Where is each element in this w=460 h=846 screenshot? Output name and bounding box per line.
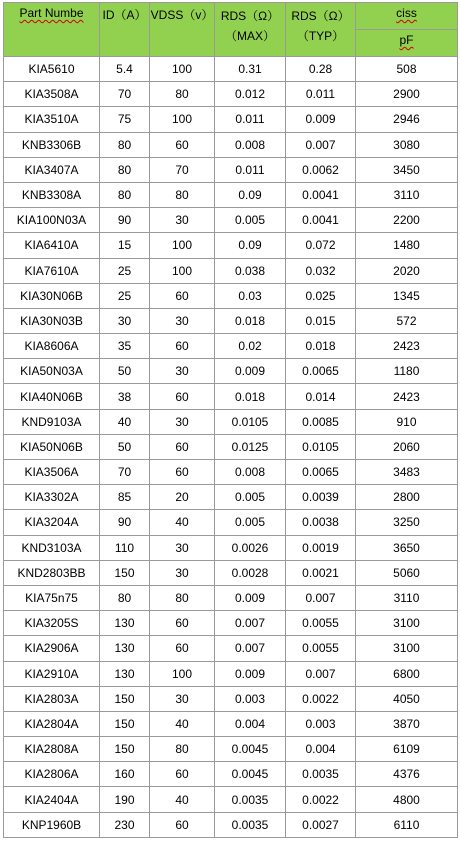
cell-rds-typ: 0.0065 xyxy=(286,460,356,485)
cell-id: 50 xyxy=(100,359,150,384)
cell-rds-typ: 0.011 xyxy=(286,82,356,107)
header-ciss-unit xyxy=(356,30,458,57)
table-row xyxy=(4,434,458,459)
table-row xyxy=(4,535,458,560)
cell-ciss: 508 xyxy=(356,57,458,82)
cell-id: 35 xyxy=(100,334,150,359)
cell-part-number: KNB3306B xyxy=(4,132,100,157)
cell-vdss: 30 xyxy=(150,409,215,434)
cell-part-number: KIA3407A xyxy=(4,157,100,182)
cell-rds-typ: 0.0019 xyxy=(286,535,356,560)
cell-rds-max: 0.0035 xyxy=(215,812,286,837)
cell-rds-max: 0.03 xyxy=(215,283,286,308)
header-part-number-label: Part Numbe xyxy=(19,6,84,20)
table-row xyxy=(4,107,458,132)
cell-part-number: KIA40N06B xyxy=(4,384,100,409)
cell-id: 150 xyxy=(100,560,150,585)
table-row xyxy=(4,560,458,585)
table-row xyxy=(4,787,458,812)
cell-vdss: 20 xyxy=(150,485,215,510)
cell-vdss: 60 xyxy=(150,132,215,157)
cell-rds-typ: 0.0021 xyxy=(286,560,356,585)
cell-id: 150 xyxy=(100,737,150,762)
cell-part-number: KIA50N06B xyxy=(4,434,100,459)
cell-rds-typ: 0.0035 xyxy=(286,762,356,787)
cell-ciss: 1480 xyxy=(356,233,458,258)
cell-ciss: 4050 xyxy=(356,686,458,711)
cell-ciss: 2423 xyxy=(356,334,458,359)
cell-id: 5.4 xyxy=(100,57,150,82)
cell-id: 130 xyxy=(100,636,150,661)
cell-rds-typ: 0.0022 xyxy=(286,686,356,711)
cell-part-number: KIA3508A xyxy=(4,82,100,107)
table-row xyxy=(4,686,458,711)
cell-part-number: KIA8606A xyxy=(4,334,100,359)
cell-rds-max: 0.007 xyxy=(215,636,286,661)
cell-ciss: 3483 xyxy=(356,460,458,485)
header-rds-typ xyxy=(286,3,356,57)
table-row xyxy=(4,737,458,762)
cell-id: 80 xyxy=(100,585,150,610)
cell-ciss: 2800 xyxy=(356,485,458,510)
cell-ciss: 3450 xyxy=(356,157,458,182)
header-rds-typ-line1: RDS（Ω） xyxy=(291,9,350,23)
cell-part-number: KIA6410A xyxy=(4,233,100,258)
cell-id: 15 xyxy=(100,233,150,258)
table-row xyxy=(4,510,458,535)
table-row xyxy=(4,283,458,308)
header-rds-max-line2: （MAX） xyxy=(224,29,275,43)
cell-part-number: KIA3506A xyxy=(4,460,100,485)
cell-part-number: KIA30N03B xyxy=(4,308,100,333)
mosfet-spec-table xyxy=(3,2,458,838)
cell-ciss: 3080 xyxy=(356,132,458,157)
cell-part-number: KIA3510A xyxy=(4,107,100,132)
table-row xyxy=(4,233,458,258)
cell-rds-typ: 0.004 xyxy=(286,737,356,762)
cell-rds-max: 0.018 xyxy=(215,384,286,409)
cell-vdss: 60 xyxy=(150,434,215,459)
cell-id: 80 xyxy=(100,132,150,157)
cell-vdss: 30 xyxy=(150,560,215,585)
cell-rds-typ: 0.007 xyxy=(286,132,356,157)
cell-part-number: KIA100N03A xyxy=(4,208,100,233)
cell-id: 90 xyxy=(100,208,150,233)
table-row xyxy=(4,711,458,736)
table-header xyxy=(4,3,458,57)
header-part-number xyxy=(4,3,100,57)
cell-rds-max: 0.0105 xyxy=(215,409,286,434)
cell-part-number: KIA2804A xyxy=(4,711,100,736)
cell-part-number: KIA3204A xyxy=(4,510,100,535)
cell-part-number: KIA7610A xyxy=(4,258,100,283)
cell-ciss: 3100 xyxy=(356,611,458,636)
cell-ciss: 3100 xyxy=(356,636,458,661)
cell-rds-max: 0.011 xyxy=(215,157,286,182)
cell-vdss: 100 xyxy=(150,233,215,258)
cell-rds-max: 0.09 xyxy=(215,233,286,258)
table-row xyxy=(4,812,458,837)
cell-ciss: 1345 xyxy=(356,283,458,308)
cell-rds-typ: 0.018 xyxy=(286,334,356,359)
cell-rds-max: 0.012 xyxy=(215,82,286,107)
cell-rds-typ: 0.0038 xyxy=(286,510,356,535)
cell-ciss: 2900 xyxy=(356,82,458,107)
cell-part-number: KIA3302A xyxy=(4,485,100,510)
cell-id: 80 xyxy=(100,157,150,182)
cell-rds-max: 0.005 xyxy=(215,485,286,510)
cell-part-number: KIA2906A xyxy=(4,636,100,661)
cell-vdss: 40 xyxy=(150,510,215,535)
cell-vdss: 60 xyxy=(150,611,215,636)
cell-ciss: 3870 xyxy=(356,711,458,736)
table-row xyxy=(4,82,458,107)
table-row xyxy=(4,384,458,409)
cell-rds-max: 0.008 xyxy=(215,460,286,485)
cell-vdss: 100 xyxy=(150,661,215,686)
cell-id: 110 xyxy=(100,535,150,560)
table-row xyxy=(4,208,458,233)
cell-rds-max: 0.31 xyxy=(215,57,286,82)
cell-vdss: 40 xyxy=(150,787,215,812)
cell-rds-typ: 0.014 xyxy=(286,384,356,409)
cell-ciss: 2423 xyxy=(356,384,458,409)
table-row xyxy=(4,762,458,787)
cell-part-number: KIA2806A xyxy=(4,762,100,787)
cell-rds-max: 0.0125 xyxy=(215,434,286,459)
table-row xyxy=(4,57,458,82)
cell-rds-max: 0.009 xyxy=(215,359,286,384)
cell-rds-max: 0.018 xyxy=(215,308,286,333)
cell-id: 150 xyxy=(100,686,150,711)
cell-vdss: 40 xyxy=(150,711,215,736)
cell-ciss: 3110 xyxy=(356,182,458,207)
cell-rds-max: 0.011 xyxy=(215,107,286,132)
cell-id: 230 xyxy=(100,812,150,837)
cell-rds-typ: 0.0022 xyxy=(286,787,356,812)
cell-rds-max: 0.005 xyxy=(215,208,286,233)
cell-ciss: 5060 xyxy=(356,560,458,585)
cell-rds-typ: 0.072 xyxy=(286,233,356,258)
cell-rds-typ: 0.28 xyxy=(286,57,356,82)
cell-id: 30 xyxy=(100,308,150,333)
cell-id: 150 xyxy=(100,711,150,736)
cell-ciss: 6800 xyxy=(356,661,458,686)
cell-ciss: 2946 xyxy=(356,107,458,132)
header-ciss-label: ciss xyxy=(396,6,417,20)
cell-vdss: 100 xyxy=(150,107,215,132)
cell-id: 90 xyxy=(100,510,150,535)
cell-rds-max: 0.0026 xyxy=(215,535,286,560)
cell-id: 38 xyxy=(100,384,150,409)
cell-vdss: 100 xyxy=(150,57,215,82)
cell-ciss: 6110 xyxy=(356,812,458,837)
cell-vdss: 30 xyxy=(150,308,215,333)
cell-part-number: KIA2808A xyxy=(4,737,100,762)
cell-rds-typ: 0.0085 xyxy=(286,409,356,434)
header-ciss xyxy=(356,3,458,30)
cell-part-number: KIA50N03A xyxy=(4,359,100,384)
cell-part-number: KIA2910A xyxy=(4,661,100,686)
cell-vdss: 80 xyxy=(150,82,215,107)
cell-rds-typ: 0.0065 xyxy=(286,359,356,384)
cell-rds-max: 0.0045 xyxy=(215,762,286,787)
cell-ciss: 3250 xyxy=(356,510,458,535)
cell-rds-typ: 0.032 xyxy=(286,258,356,283)
cell-rds-typ: 0.003 xyxy=(286,711,356,736)
table-row xyxy=(4,157,458,182)
cell-rds-typ: 0.0055 xyxy=(286,636,356,661)
cell-rds-typ: 0.0041 xyxy=(286,182,356,207)
cell-ciss: 3650 xyxy=(356,535,458,560)
table-body xyxy=(4,57,458,838)
cell-rds-max: 0.038 xyxy=(215,258,286,283)
header-ciss-unit-label: pF xyxy=(399,33,414,47)
cell-vdss: 30 xyxy=(150,359,215,384)
cell-id: 160 xyxy=(100,762,150,787)
cell-rds-typ: 0.0041 xyxy=(286,208,356,233)
cell-rds-max: 0.0035 xyxy=(215,787,286,812)
cell-rds-max: 0.003 xyxy=(215,686,286,711)
cell-id: 130 xyxy=(100,611,150,636)
table-row xyxy=(4,359,458,384)
header-rds-typ-line2: （TYP） xyxy=(296,29,345,43)
cell-ciss: 6109 xyxy=(356,737,458,762)
table-row xyxy=(4,460,458,485)
cell-id: 75 xyxy=(100,107,150,132)
cell-id: 25 xyxy=(100,258,150,283)
cell-rds-max: 0.0045 xyxy=(215,737,286,762)
cell-rds-typ: 0.0055 xyxy=(286,611,356,636)
table-row xyxy=(4,661,458,686)
cell-ciss: 910 xyxy=(356,409,458,434)
cell-rds-max: 0.0028 xyxy=(215,560,286,585)
table-row xyxy=(4,334,458,359)
cell-rds-max: 0.004 xyxy=(215,711,286,736)
table-row xyxy=(4,485,458,510)
cell-rds-typ: 0.007 xyxy=(286,661,356,686)
cell-rds-typ: 0.015 xyxy=(286,308,356,333)
cell-rds-typ: 0.025 xyxy=(286,283,356,308)
cell-rds-max: 0.009 xyxy=(215,585,286,610)
cell-id: 70 xyxy=(100,82,150,107)
table-row xyxy=(4,409,458,434)
header-vdss: VDSS（v） xyxy=(150,3,215,57)
cell-vdss: 30 xyxy=(150,686,215,711)
cell-part-number: KND3103A xyxy=(4,535,100,560)
cell-id: 70 xyxy=(100,460,150,485)
cell-rds-max: 0.008 xyxy=(215,132,286,157)
cell-part-number: KND9103A xyxy=(4,409,100,434)
header-rds-max xyxy=(215,3,286,57)
cell-id: 50 xyxy=(100,434,150,459)
cell-vdss: 60 xyxy=(150,460,215,485)
cell-vdss: 70 xyxy=(150,157,215,182)
cell-vdss: 60 xyxy=(150,384,215,409)
cell-part-number: KIA2404A xyxy=(4,787,100,812)
cell-vdss: 30 xyxy=(150,535,215,560)
cell-vdss: 80 xyxy=(150,737,215,762)
header-rds-max-line1: RDS（Ω） xyxy=(220,9,280,23)
cell-ciss: 2020 xyxy=(356,258,458,283)
table-row xyxy=(4,636,458,661)
cell-ciss: 2060 xyxy=(356,434,458,459)
cell-vdss: 30 xyxy=(150,208,215,233)
table-row xyxy=(4,611,458,636)
cell-id: 25 xyxy=(100,283,150,308)
cell-part-number: KNB3308A xyxy=(4,182,100,207)
cell-vdss: 60 xyxy=(150,334,215,359)
cell-rds-typ: 0.0027 xyxy=(286,812,356,837)
cell-vdss: 60 xyxy=(150,762,215,787)
cell-id: 40 xyxy=(100,409,150,434)
cell-ciss: 1180 xyxy=(356,359,458,384)
cell-vdss: 60 xyxy=(150,636,215,661)
cell-id: 130 xyxy=(100,661,150,686)
cell-rds-typ: 0.007 xyxy=(286,585,356,610)
table-row xyxy=(4,258,458,283)
cell-part-number: KIA2803A xyxy=(4,686,100,711)
table-row xyxy=(4,132,458,157)
cell-vdss: 60 xyxy=(150,812,215,837)
cell-part-number: KIA75n75 xyxy=(4,585,100,610)
cell-ciss: 4800 xyxy=(356,787,458,812)
cell-id: 190 xyxy=(100,787,150,812)
cell-vdss: 60 xyxy=(150,283,215,308)
cell-rds-max: 0.02 xyxy=(215,334,286,359)
table-row xyxy=(4,182,458,207)
cell-ciss: 4376 xyxy=(356,762,458,787)
cell-ciss: 3110 xyxy=(356,585,458,610)
cell-id: 80 xyxy=(100,182,150,207)
cell-rds-max: 0.009 xyxy=(215,661,286,686)
table-row xyxy=(4,308,458,333)
cell-ciss: 572 xyxy=(356,308,458,333)
table-row xyxy=(4,585,458,610)
cell-part-number: KIA30N06B xyxy=(4,283,100,308)
cell-part-number: KIA5610 xyxy=(4,57,100,82)
cell-part-number: KND2803BB xyxy=(4,560,100,585)
cell-part-number: KNP1960B xyxy=(4,812,100,837)
cell-rds-max: 0.09 xyxy=(215,182,286,207)
cell-rds-typ: 0.0062 xyxy=(286,157,356,182)
cell-rds-typ: 0.0105 xyxy=(286,434,356,459)
cell-vdss: 80 xyxy=(150,182,215,207)
cell-rds-typ: 0.009 xyxy=(286,107,356,132)
cell-id: 85 xyxy=(100,485,150,510)
cell-rds-max: 0.005 xyxy=(215,510,286,535)
cell-vdss: 100 xyxy=(150,258,215,283)
cell-vdss: 80 xyxy=(150,585,215,610)
cell-ciss: 2200 xyxy=(356,208,458,233)
cell-part-number: KIA3205S xyxy=(4,611,100,636)
header-id: ID（A） xyxy=(100,3,150,57)
cell-rds-max: 0.007 xyxy=(215,611,286,636)
cell-rds-typ: 0.0039 xyxy=(286,485,356,510)
